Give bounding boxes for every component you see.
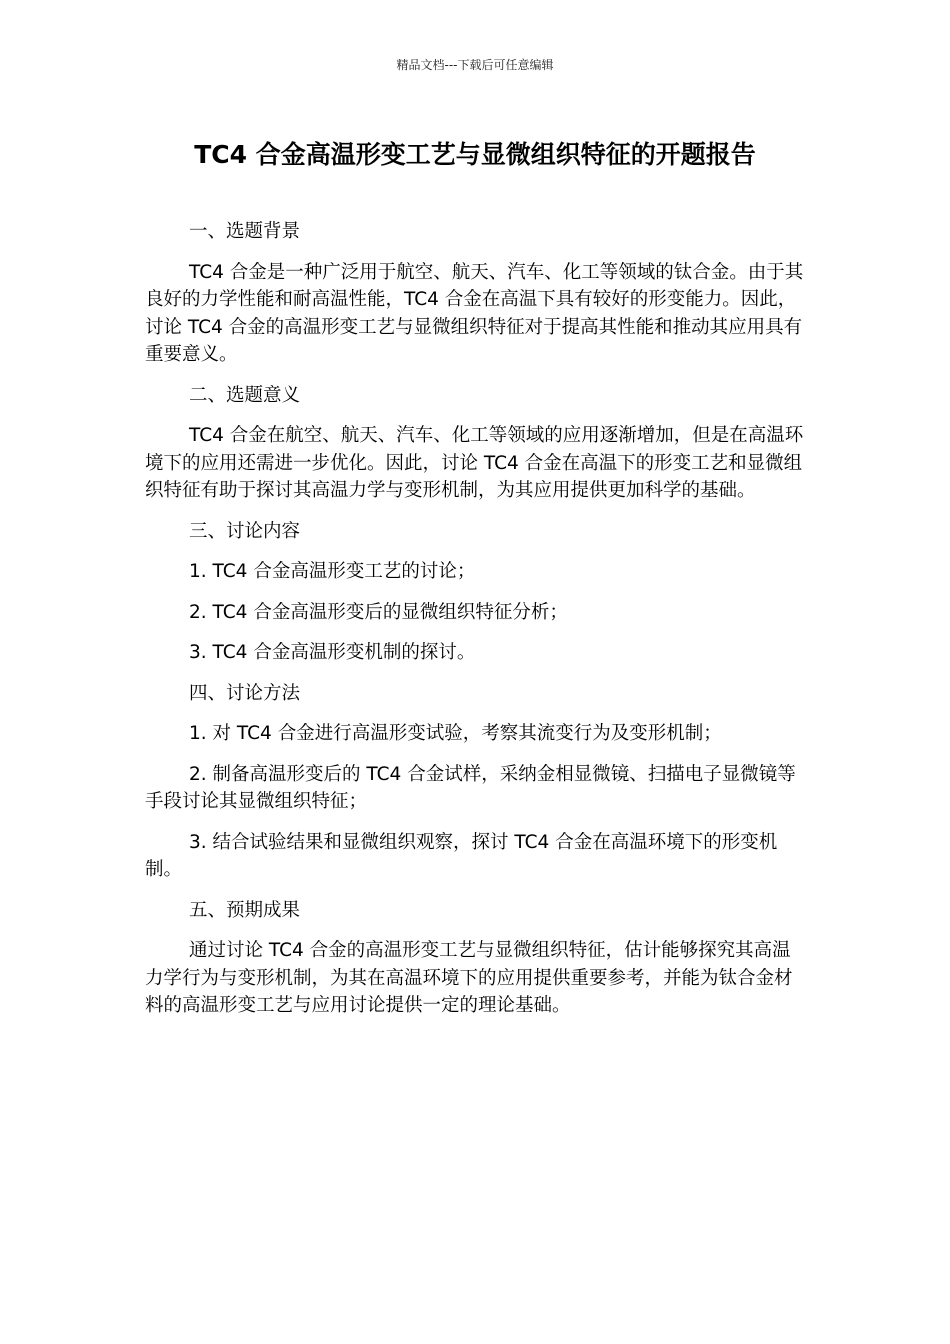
content-item-1: 1. TC4 合金高温形变工艺的讨论；: [189, 561, 476, 582]
header-note: 精品文档---下载后可任意编辑: [396, 58, 554, 72]
section-heading-outcomes: 五、预期成果: [189, 899, 301, 921]
paragraph-outcomes: 通过讨论 TC4 合金的高温形变工艺与显微组织特征，估计能够探究其高温力学行为与变形机制，为其在高温环境下的应用提供重要参考，并能为钛合金材料的高温形变工艺与应用讨论提供一定的理论基础。: [145, 940, 793, 1016]
document-title: TC4 合金高温形变工艺与显微组织特征的开题报告: [194, 140, 756, 169]
section-heading-methods: 四、讨论方法: [189, 682, 301, 704]
paragraph-background: TC4 合金是一种广泛用于航空、航天、汽车、化工等领域的钛合金。由于其良好的力学性能和耐高温性能，TC4 合金在高温下具有较好的形变能力。因此，讨论 TC4 合金的高温形变工艺与显微组织特征对于提高其性能和推动其应用具有重要意义。: [145, 261, 804, 365]
method-item-1: 1. 对 TC4 合金进行高温形变试验，考察其流变行为及变形机制；: [189, 723, 722, 744]
content-item-3: 3. TC4 合金高温形变机制的探讨。: [189, 642, 476, 663]
method-item-3: 3. 结合试验结果和显微组织观察，探讨 TC4 合金在高温环境下的形变机制。: [145, 831, 778, 880]
section-heading-significance: 二、选题意义: [189, 384, 301, 406]
section-heading-content: 三、讨论内容: [189, 520, 301, 542]
method-item-2: 2. 制备高温形变后的 TC4 合金试样，采纳金相显微镜、扫描电子显微镜等手段讨论其显微组织特征；: [145, 763, 796, 812]
document-body: [145, 218, 807, 1033]
paragraph-significance: TC4 合金在航空、航天、汽车、化工等领域的应用逐渐增加，但是在高温环境下的应用还需进一步优化。因此，讨论 TC4 合金在高温下的形变工艺和显微组织特征有助于探讨其高温力学与变形机制，为其应用提供更加科学的基础。: [145, 425, 804, 501]
section-heading-background: 一、选题背景: [189, 221, 301, 242]
content-item-2: 2. TC4 合金高温形变后的显微组织特征分析；: [189, 601, 568, 623]
